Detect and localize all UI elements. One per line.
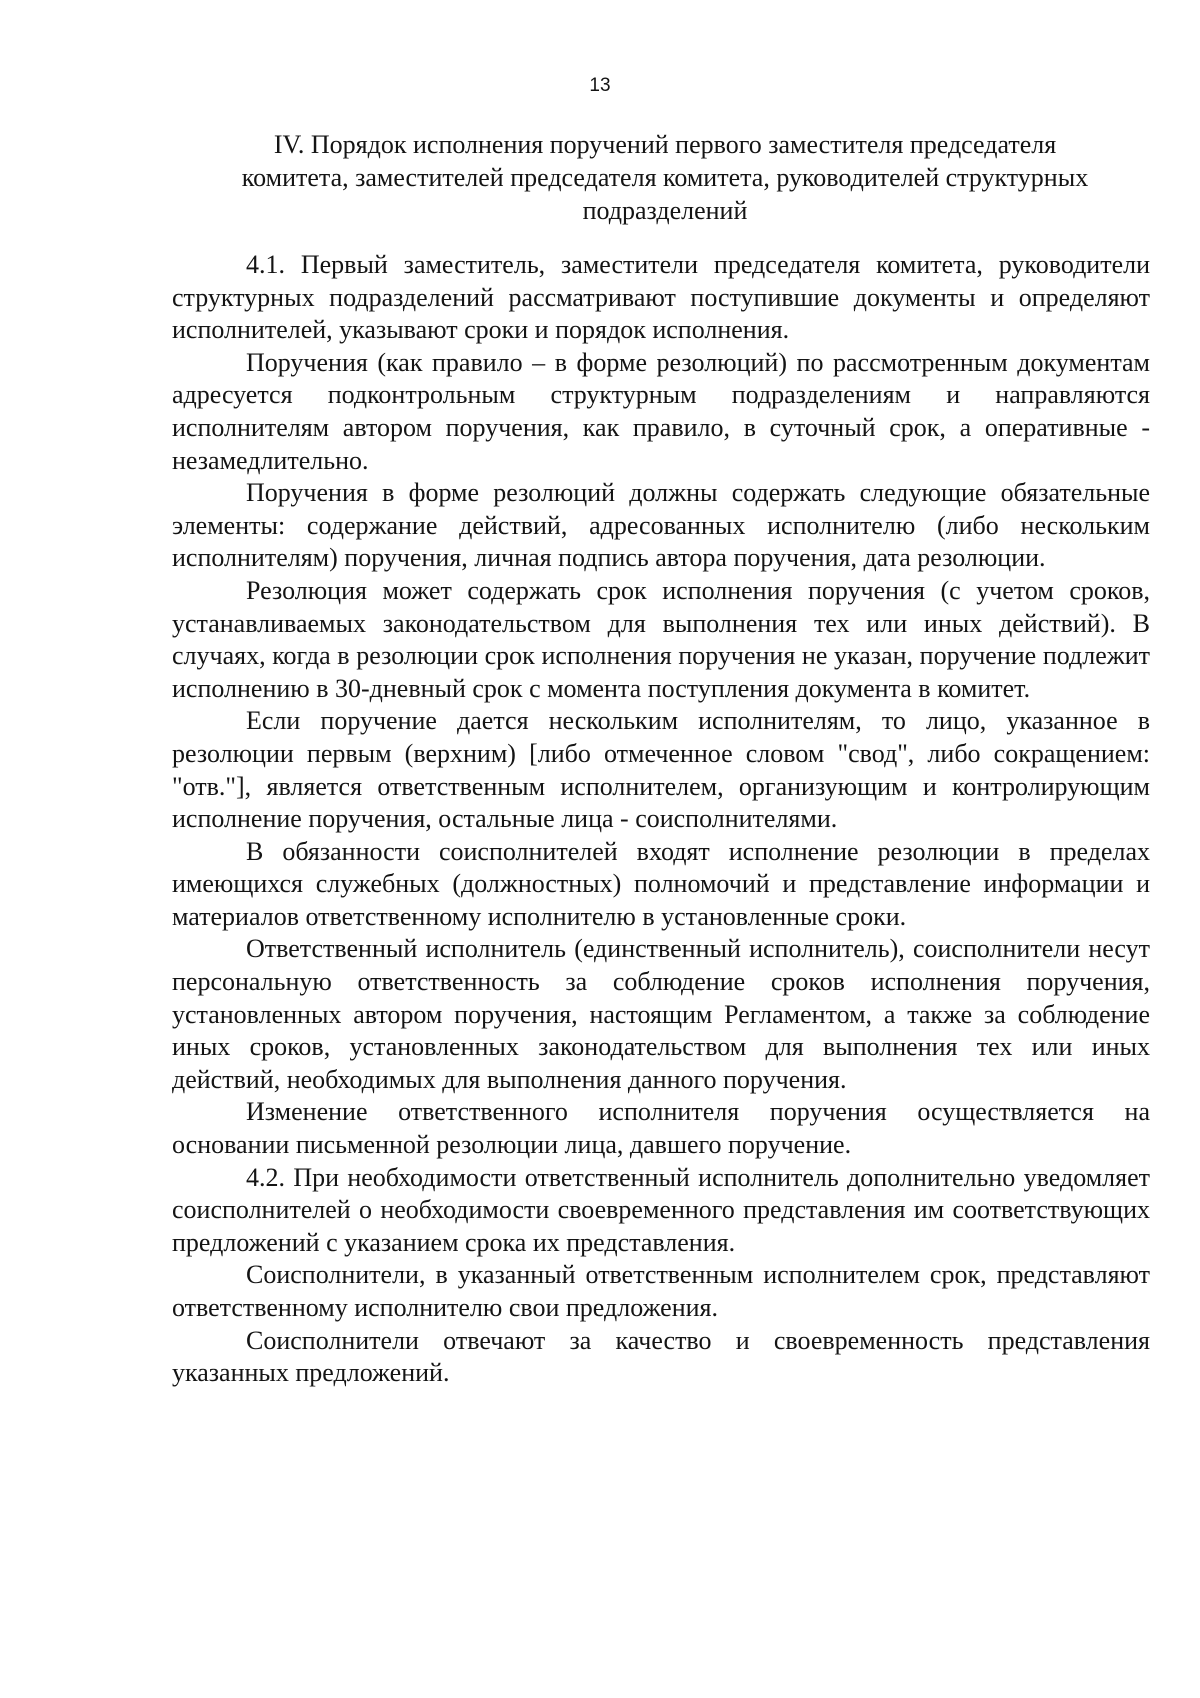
paragraph-executor-change: Изменение ответственного исполнителя поручения осуществляется на основании письменной резолюции лица, давшего поручение.	[172, 1097, 1150, 1160]
paragraph-resolution-elements: Поручения в форме резолюций должны содержать следующие обязательные элементы: содержание действий, адресованных исполнителю (либо нескольким исполнителям) поручения, личная подпись автора поручения, дата резолюции.	[172, 478, 1150, 573]
section-title-line-3: подразделений	[582, 196, 748, 225]
paragraph-multiple-executors: Если поручение дается нескольким исполнителям, то лицо, указанное в резолюции первым (верхним) [либо отмеченное словом "свод", либо сокращением: "отв."], является ответственным исполнителем, организующим и контролирующим исполнение поручения, остальные лица - соисполнителями.	[172, 706, 1150, 834]
paragraph-resolution-deadline: Резолюция может содержать срок исполнения поручения (с учетом сроков, устанавливаемых законодательством для выполнения тех или иных действий). В случаях, когда в резолюции срок исполнения поручения не указан, поручение подлежит исполнению в 30-дневный срок с момента поступления документа в комитет.	[172, 575, 1150, 703]
section-title	[175, 128, 1155, 227]
paragraph-coexecutor-quality: Соисполнители отвечают за качество и своевременность представления указанных предложений.	[172, 1325, 1150, 1388]
paragraph-4-1: 4.1. Первый заместитель, заместители председателя комитета, руководители структурных подразделений рассматривают поступившие документы и определяют исполнителей, указывают сроки и порядок исполнения.	[172, 250, 1150, 345]
section-title-line-1: IV. Порядок исполнения поручений первого заместителя председателя	[273, 130, 1057, 159]
paragraph-coexecutor-duties: В обязанности соисполнителей входят исполнение резолюции в пределах имеющихся служебных (должностных) полномочий и представление информации и материалов ответственному исполнителю в установленные сроки.	[172, 836, 1150, 931]
paragraph-responsibility: Ответственный исполнитель (единственный исполнитель), соисполнители несут персональную ответственность за соблюдение сроков исполнения поручения, установленных автором поручения, настоящим Регламентом, а также за соблюдение иных сроков, установленных законодательством для выполнения тех или иных действий, необходимых для выполнения данного поручения.	[172, 934, 1150, 1094]
document-body	[172, 249, 1150, 1390]
page-number: 13	[589, 75, 611, 96]
paragraph-coexecutor-proposals: Соисполнители, в указанный ответственным исполнителем срок, представляют ответственному исполнителю свои предложения.	[172, 1260, 1150, 1322]
paragraph-4-2: 4.2. При необходимости ответственный исполнитель дополнительно уведомляет соисполнителей о необходимости своевременного представления им соответствующих предложений с указанием срока их представления.	[172, 1162, 1150, 1257]
paragraph-resolution-addressing: Поручения (как правило – в форме резолюций) по рассмотренным документам адресуется подконтрольным структурным подразделениям и направляются исполнителям автором поручения, как правило, в суточный срок, а оперативные - незамедлительно.	[172, 347, 1150, 475]
section-title-line-2: комитета, заместителей председателя комитета, руководителей структурных	[241, 163, 1089, 192]
